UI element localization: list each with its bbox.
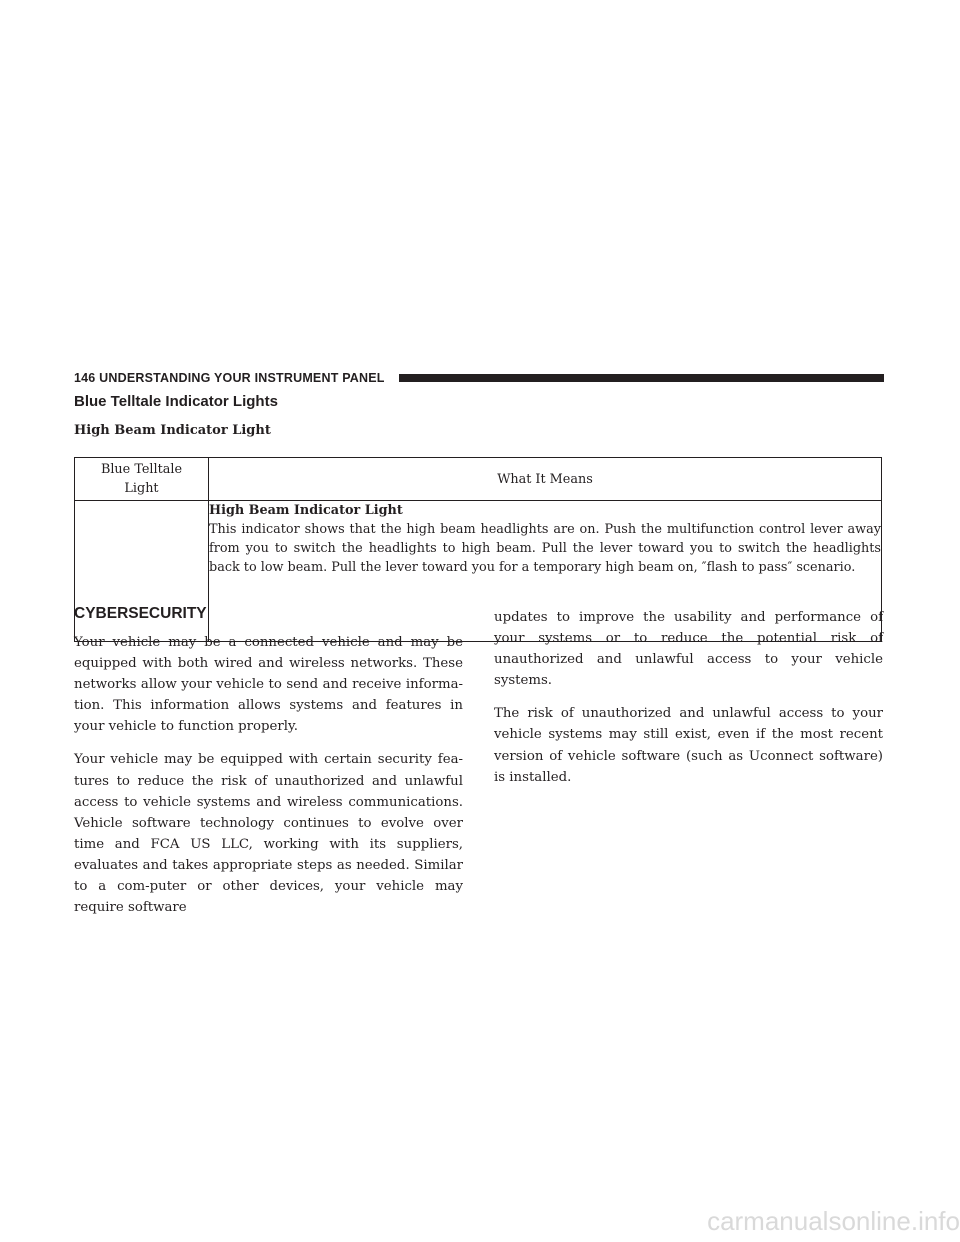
paragraph: Your vehicle may be a connected vehicle and may be equipped with both wired and wireless networks. These networks allow your vehicle to send and receive informa-tion. This information allows systems and features in your vehicle to function properly. — [74, 635, 463, 735]
page-header — [74, 369, 884, 387]
table-header-telltale-line1: Blue Telltale — [100, 462, 183, 477]
header-section-title: UNDERSTANDING YOUR INSTRUMENT PANEL — [99, 371, 385, 385]
right-column — [494, 607, 883, 800]
table-header-telltale-line2: Light — [124, 481, 159, 496]
table-header-row — [75, 458, 882, 501]
watermark: carmanualsonline.info — [707, 1206, 960, 1236]
left-column — [74, 632, 463, 930]
table-header-telltale — [75, 458, 209, 501]
sub-heading: High Beam Indicator Light — [74, 423, 271, 438]
paragraph: Your vehicle may be equipped with certain security fea-tures to reduce the risk of unauthorized and unlawful access to vehicle systems and wireless communications. Vehicle software technology continues to evolve over time and FCA US LLC, working with its suppliers, evaluates and takes appropriate steps as needed. Similar to a com-puter or other devices, your vehicle may require software — [74, 752, 463, 916]
page-number: 146 — [74, 371, 96, 385]
row-title: High Beam Indicator Light — [209, 503, 403, 518]
header-text — [74, 369, 385, 387]
paragraph: updates to improve the usability and performance of your systems or to reduce the potential risk of unauthorized and unlawful access to your vehicle systems. — [494, 610, 883, 689]
header-rule-bar — [399, 374, 884, 382]
table-header-meaning: What It Means — [209, 458, 882, 501]
row-description: This indicator shows that the high beam headlights are on. Push the multifunction control lever away from you to switch the headlights to high beam. Pull the lever toward you to switch the headlights back to low beam. Pull the lever toward you for a temporary high beam on, ″flash to pass″ scenario. — [209, 522, 881, 575]
cybersecurity-heading: CYBERSECURITY — [74, 605, 207, 622]
section-heading: Blue Telltale Indicator Lights — [74, 393, 278, 410]
paragraph: The risk of unauthorized and unlawful access to your vehicle systems may still exist, even if the most recent version of vehicle software (such as Uconnect software) is installed. — [494, 706, 883, 785]
